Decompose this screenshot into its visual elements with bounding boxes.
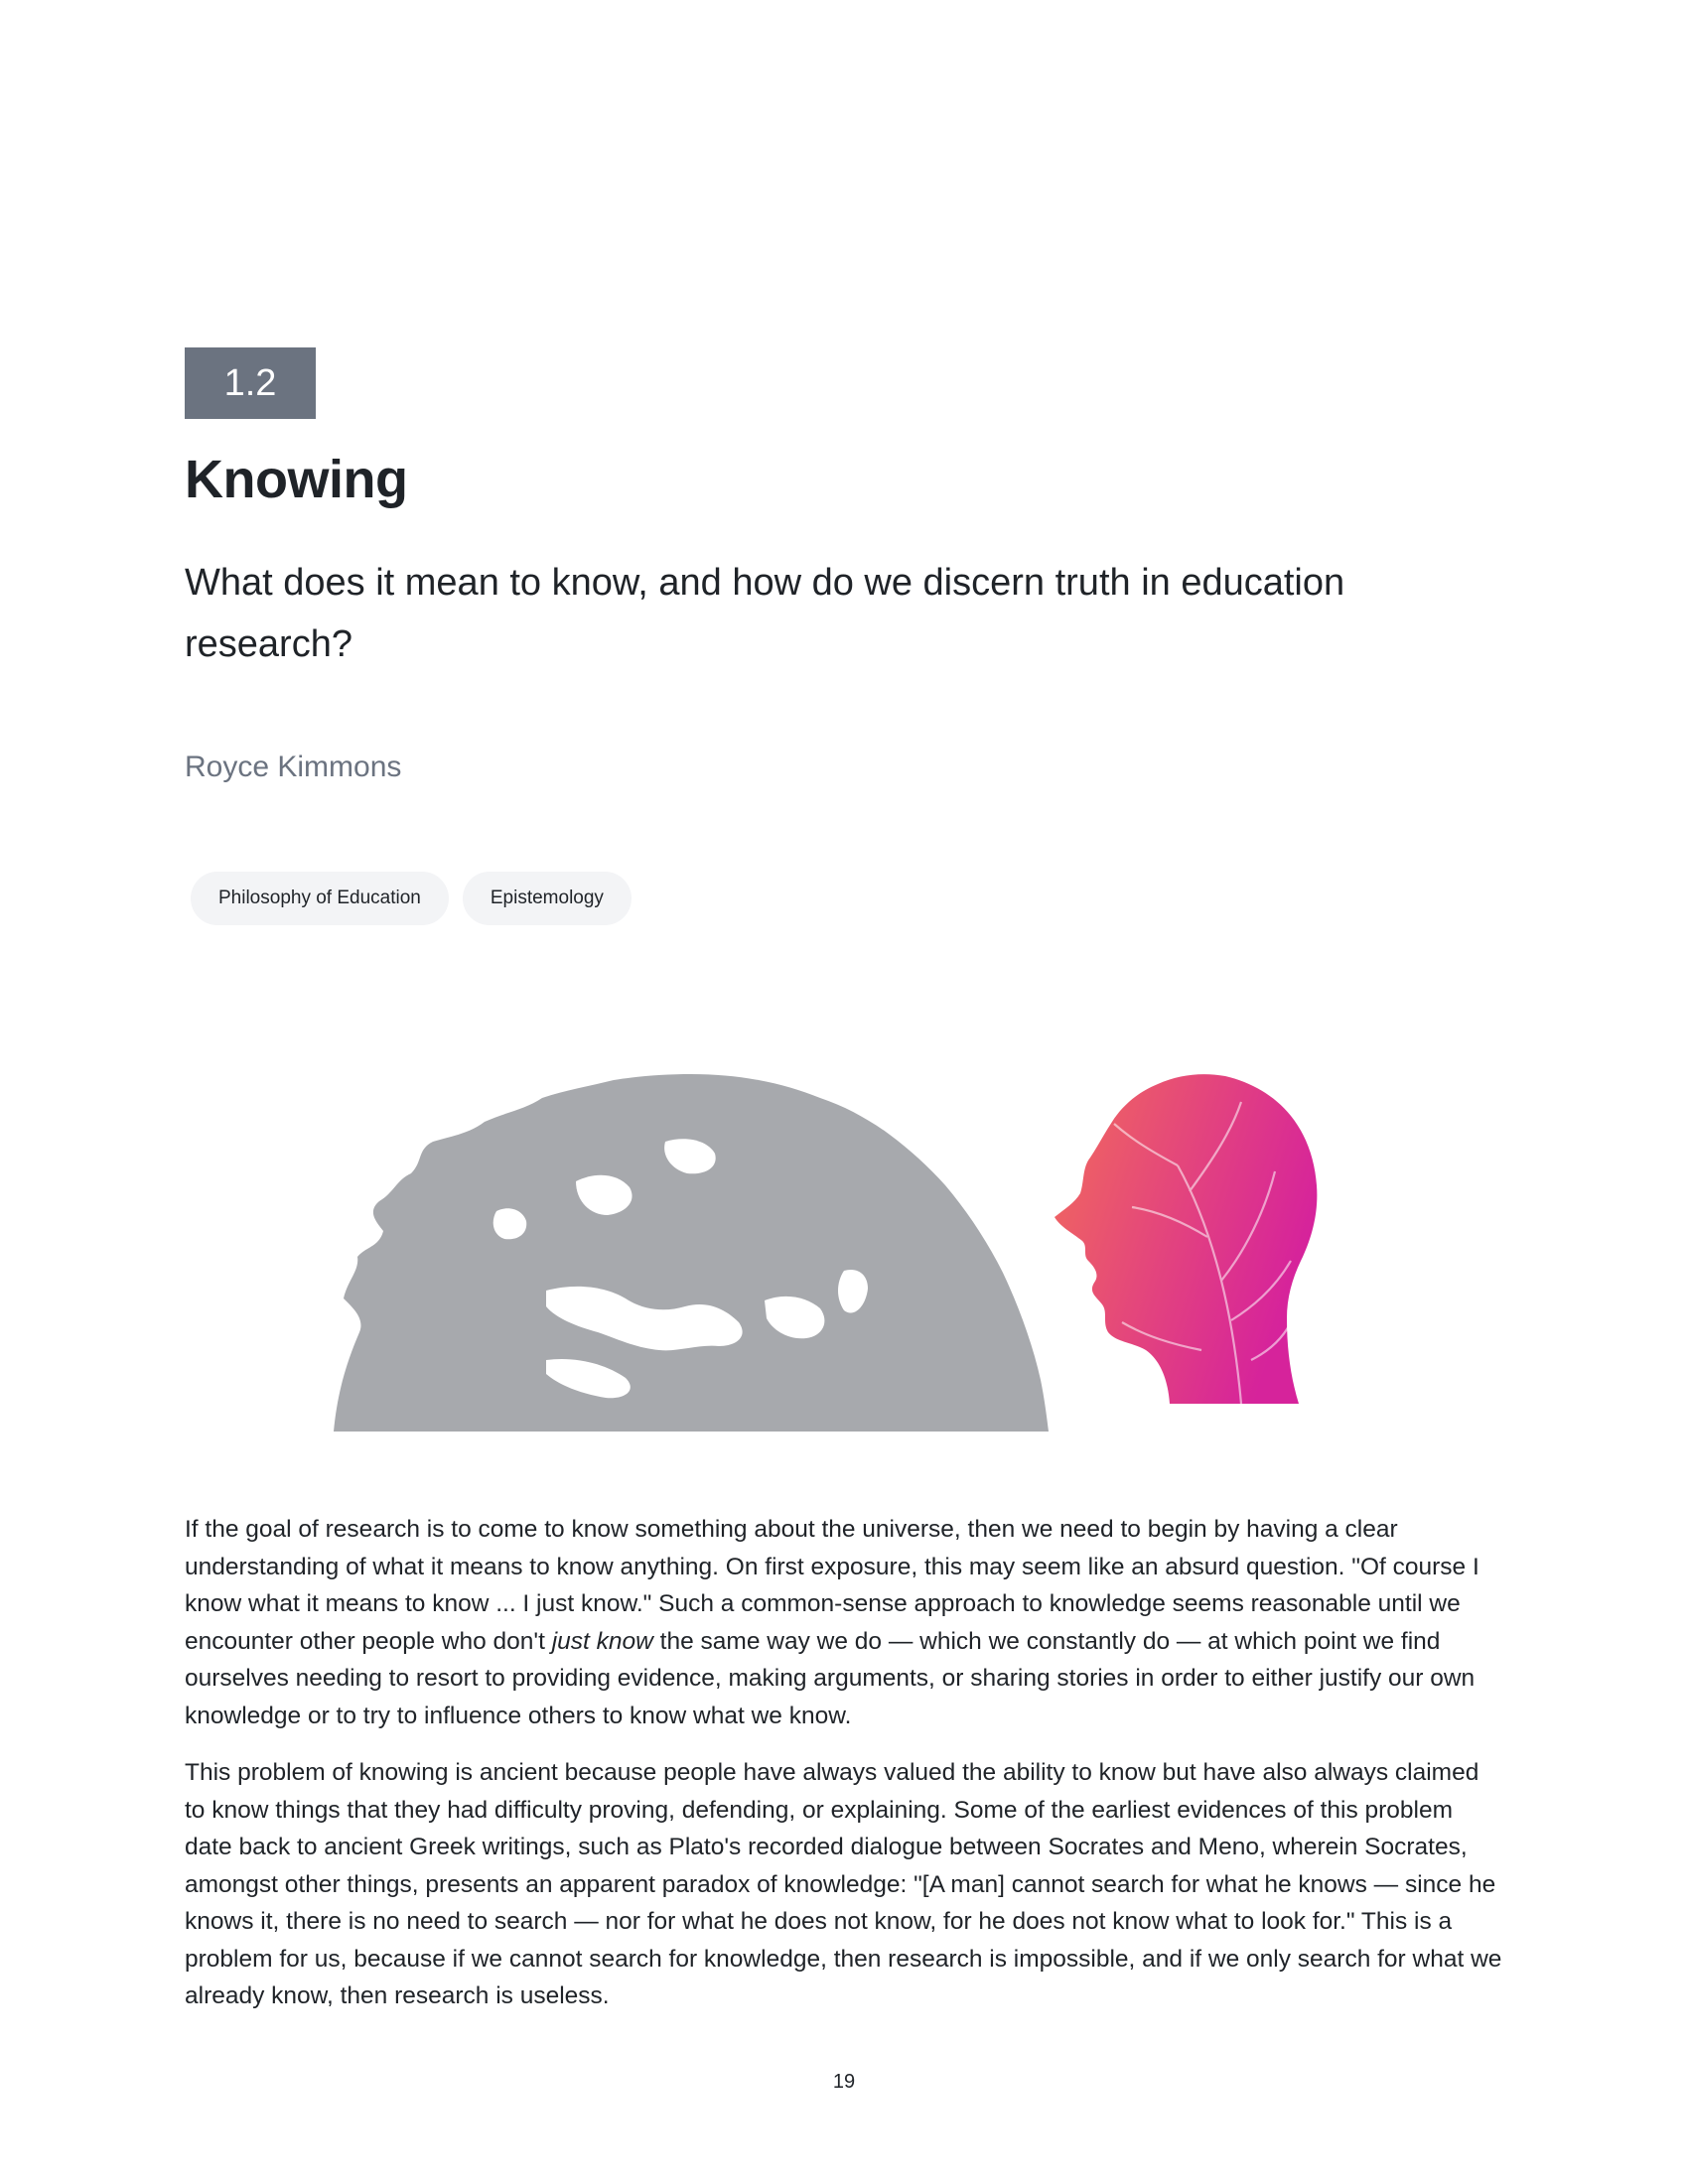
paragraph-text: the same way we do — which we constantly do — at which point we find ourselves needing to resort to providing evidence, making arguments, or sharing stories in order to either justify our own knowledge or to try to influence others to know what we know. — [185, 1627, 1476, 1729]
tree-head-silhouette-icon — [1055, 1074, 1317, 1404]
paragraph-text: If the goal of research is to come to know something about the universe, then we need to begin by having a clear understanding of what it means to know anything. On first exposure, this may seem like an absurd question. "Of course I know what it means to know ... I just know." Such a common-sense approach to knowledge seems reasonable until we encounter other people who don't — [185, 1516, 1479, 1655]
page-title: Knowing — [185, 450, 408, 509]
paragraph: This problem of knowing is ancient because people have always valued the ability to know but have also always claimed to know things that they had difficulty proving, defending, or explaining. Some of the earliest evidences of this problem date back to ancient Greek writings, such as Plato's recorded dialogue between Socrates and Meno, wherein Socrates, amongst other things, presents an apparent paradox of knowledge: "[A man] cannot search for what he knows — since he knows it, there is no need to search — nor for what he does not know, for he does not know what to look for." This is a problem for us, because if we cannot search for knowledge, then research is impossible, and if we only search for what we already know, then research is useless. — [185, 1759, 1502, 2009]
page-number: 19 — [832, 2071, 856, 2093]
paragraph — [185, 1511, 1505, 1734]
hero-illustration — [248, 1062, 1440, 1439]
page-subtitle: What does it mean to know, and how do we discern truth in education research? — [185, 562, 1345, 665]
body-text — [185, 1511, 1505, 2035]
tag-list — [191, 872, 632, 925]
globe-europe-icon — [334, 1074, 1049, 1432]
emphasis-text: just know — [551, 1627, 653, 1655]
chapter-number-badge: 1.2 — [185, 347, 316, 419]
tag-philosophy-of-education[interactable]: Philosophy of Education — [191, 872, 449, 925]
tag-epistemology[interactable]: Epistemology — [463, 872, 632, 925]
author-name: Royce Kimmons — [185, 751, 402, 783]
